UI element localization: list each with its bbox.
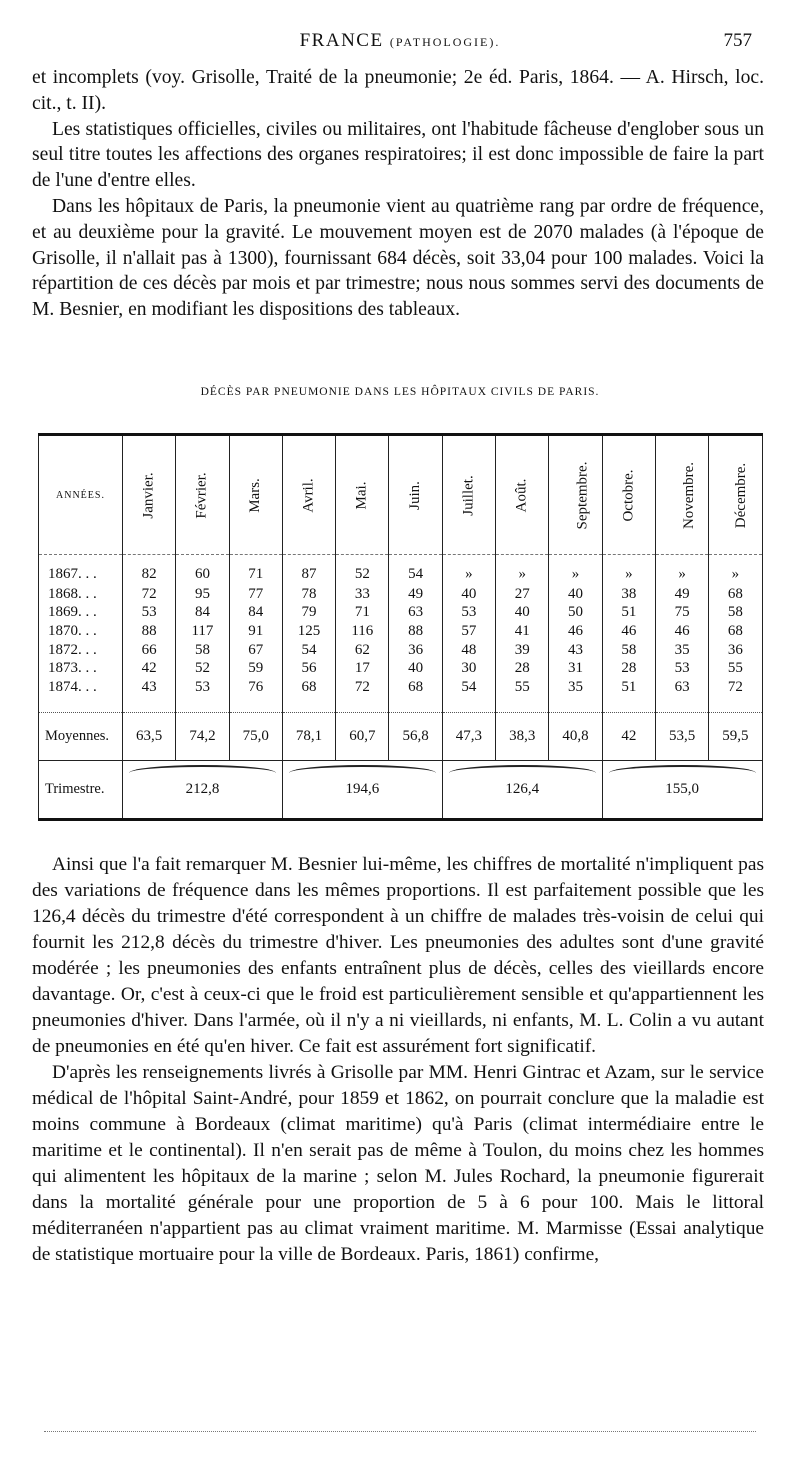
value-cell: 49 — [655, 585, 708, 604]
year-cell: 1870. . . — [39, 622, 123, 641]
spacer-cell — [336, 697, 389, 713]
value-cell: 31 — [549, 659, 602, 678]
month-header — [336, 435, 389, 555]
value-cell: 30 — [442, 659, 495, 678]
value-cell: 28 — [496, 659, 549, 678]
value-cell: 53 — [655, 659, 708, 678]
month-header — [123, 435, 176, 555]
average-cell: 42 — [602, 713, 655, 760]
value-cell: 53 — [442, 603, 495, 622]
value-cell: 60 — [176, 555, 229, 585]
value-cell: 62 — [336, 641, 389, 660]
spacer-cell — [655, 697, 708, 713]
average-cell: 47,3 — [442, 713, 495, 760]
value-cell: 66 — [123, 641, 176, 660]
value-cell: 48 — [442, 641, 495, 660]
brace — [289, 765, 436, 773]
month-header — [549, 435, 602, 555]
trimester-value: 126,4 — [505, 780, 540, 797]
value-cell: 91 — [229, 622, 282, 641]
value-cell: 39 — [496, 641, 549, 660]
month-label: Décembre. — [733, 462, 750, 528]
year-column-header: ANNÉES. — [39, 435, 123, 555]
brace — [129, 765, 276, 773]
value-cell: 42 — [123, 659, 176, 678]
value-cell: 72 — [123, 585, 176, 604]
spacer-cell — [549, 697, 602, 713]
value-cell: 36 — [709, 641, 762, 660]
value-cell: 125 — [282, 622, 335, 641]
month-label: Octobre. — [620, 468, 637, 522]
month-label: Juillet. — [460, 474, 477, 516]
value-cell: » — [549, 555, 602, 585]
paragraph-grisolle: D'après les renseignements livrés à Grisolle par MM. Henri Gintrac et Azam, sur le service médical de l'hôpital Saint-André, pour 1859 et 1862, on pourrait conclure que la maladie est moins commune à Bordeaux (climat maritime) qu'à Paris (climat intermédiaire entre le maritime et le continental). Il n'en serait pas de même à Toulon, du moins chez les hommes qui alimentent les hôpitaux de la marine ; selon M. Jules Rochard, la pneumonie figurerait dans la mortalité générale pour une proportion de 5 à 6 pour 100. Mais le littoral méditerranéen n'appartient pas au climat vraiment maritime. M. Marmisse (Essai analytique de statistique mortuaire pour la ville de Bordeaux. Paris, 1861) confirme, — [32, 1062, 764, 1265]
averages-label: Moyennes. — [39, 713, 123, 760]
spacer-cell — [602, 697, 655, 713]
trimester-label: Trimestre. — [39, 760, 123, 819]
value-cell: 57 — [442, 622, 495, 641]
spacer-cell — [389, 697, 442, 713]
month-header — [602, 435, 655, 555]
year-cell: 1873. . . — [39, 659, 123, 678]
year-cell: 1874. . . — [39, 678, 123, 697]
average-cell: 56,8 — [389, 713, 442, 760]
value-cell: 88 — [389, 622, 442, 641]
spacer-row — [39, 697, 763, 713]
trimester-cell — [602, 760, 762, 819]
value-cell: 71 — [336, 603, 389, 622]
month-header — [655, 435, 708, 555]
month-label: Novembre. — [681, 461, 697, 529]
trimester-value: 194,6 — [345, 780, 380, 797]
table-header-row — [39, 435, 763, 555]
value-cell: 27 — [496, 585, 549, 604]
trimester-cell — [282, 760, 442, 819]
value-cell: 84 — [176, 603, 229, 622]
spacer-cell — [123, 697, 176, 713]
month-label: Janvier. — [140, 471, 157, 519]
value-cell: 67 — [229, 641, 282, 660]
value-cell: 56 — [282, 659, 335, 678]
paragraph-besnier: Ainsi que l'a fait remarquer M. Besnier lui-même, les chiffres de mortalité n'impliquent pas des variations de fréquence dans les mêmes proportions. Il est parfaitement possible que les 126,4 décès du trimestre d'été correspondent à un chiffre de malades très-voisin de celui qui fournit les 212,8 décès du trimestre d'hiver. Les pneumonies des adultes sont d'une gravité modérée ; les pneumonies des enfants entraînent plus de décès, celles des vieillards encore davantage. Or, c'est à ceux-ci que le froid est particulièrement sensible et qu'appartiennent les pneumonies d'hiver. Dans l'armée, où il n'y a ni vieillards, ni enfants, M. L. Colin a vu autant de pneumonies en été qu'en hiver. Ce fait est assurément fort significatif. — [32, 854, 764, 1057]
value-cell: 52 — [336, 555, 389, 585]
value-cell: 72 — [709, 678, 762, 697]
month-label: Septembre. — [574, 461, 591, 529]
month-label: Août. — [513, 478, 530, 512]
average-cell: 53,5 — [655, 713, 708, 760]
value-cell: 46 — [655, 622, 708, 641]
spacer-cell — [229, 697, 282, 713]
month-header — [282, 435, 335, 555]
value-cell: 58 — [176, 641, 229, 660]
value-cell: 46 — [602, 622, 655, 641]
value-cell: 43 — [549, 641, 602, 660]
value-cell: 52 — [176, 659, 229, 678]
year-row — [39, 641, 763, 660]
value-cell: 40 — [442, 585, 495, 604]
paragraph-paris-hospitals: Dans les hôpitaux de Paris, la pneumonie vient au quatrième rang par ordre de fréquence, et au deuxième pour la gravité. Le mouvement moyen est de 2070 malades (à l'époque de Grisolle, il n'allait pas à 1300), fournissant 684 décès, soit 33,04 pour 100 malades. Voici la répartition de ces décès par mois et par trimestre; nous nous sommes servi des documents de M. Besnier, en modifiant les dispositions des tableaux. — [32, 195, 764, 321]
value-cell: 116 — [336, 622, 389, 641]
table-body — [39, 555, 763, 820]
value-cell: 38 — [602, 585, 655, 604]
running-head-title — [0, 30, 800, 52]
value-cell: 49 — [389, 585, 442, 604]
value-cell: 72 — [336, 678, 389, 697]
year-cell: 1869. . . — [39, 603, 123, 622]
average-cell: 38,3 — [496, 713, 549, 760]
table-caption: DÉCÈS PAR PNEUMONIE DANS LES HÔPITAUX CIVILS DE PARIS. — [200, 386, 600, 398]
bottom-text — [32, 852, 764, 1268]
value-cell: 75 — [655, 603, 708, 622]
value-cell: 53 — [176, 678, 229, 697]
spacer-cell — [39, 697, 123, 713]
value-cell: 82 — [123, 555, 176, 585]
value-cell: » — [442, 555, 495, 585]
average-cell: 40,8 — [549, 713, 602, 760]
running-head — [0, 30, 800, 54]
value-cell: 79 — [282, 603, 335, 622]
value-cell: 41 — [496, 622, 549, 641]
value-cell: 40 — [389, 659, 442, 678]
year-cell: 1868. . . — [39, 585, 123, 604]
year-row — [39, 678, 763, 697]
average-cell: 75,0 — [229, 713, 282, 760]
value-cell: 28 — [602, 659, 655, 678]
value-cell: 63 — [389, 603, 442, 622]
month-header — [442, 435, 495, 555]
trimester-value: 212,8 — [185, 780, 220, 797]
value-cell: 40 — [549, 585, 602, 604]
value-cell: 59 — [229, 659, 282, 678]
spacer-cell — [496, 697, 549, 713]
average-cell: 59,5 — [709, 713, 762, 760]
year-row — [39, 659, 763, 678]
spacer-cell — [442, 697, 495, 713]
value-cell: 71 — [229, 555, 282, 585]
month-header — [496, 435, 549, 555]
value-cell: » — [602, 555, 655, 585]
spacer-cell — [282, 697, 335, 713]
month-header — [389, 435, 442, 555]
month-label: Avril. — [300, 477, 317, 513]
trimester-cell — [442, 760, 602, 819]
value-cell: 88 — [123, 622, 176, 641]
value-cell: 68 — [282, 678, 335, 697]
value-cell: 55 — [709, 659, 762, 678]
value-cell: 53 — [123, 603, 176, 622]
value-cell: 36 — [389, 641, 442, 660]
value-cell: 68 — [709, 622, 762, 641]
averages-row — [39, 713, 763, 760]
value-cell: 84 — [229, 603, 282, 622]
value-cell: 58 — [602, 641, 655, 660]
value-cell: 51 — [602, 603, 655, 622]
spacer-cell — [709, 697, 762, 713]
year-row — [39, 603, 763, 622]
month-label: Février. — [193, 471, 210, 519]
month-header — [229, 435, 282, 555]
value-cell: 40 — [496, 603, 549, 622]
value-cell: » — [496, 555, 549, 585]
value-cell: 117 — [176, 622, 229, 641]
value-cell: 54 — [442, 678, 495, 697]
month-label: Juin. — [407, 480, 424, 510]
value-cell: 78 — [282, 585, 335, 604]
value-cell: 54 — [282, 641, 335, 660]
value-cell: 17 — [336, 659, 389, 678]
running-head-country: FRANCE — [299, 30, 384, 51]
value-cell: 87 — [282, 555, 335, 585]
year-row — [39, 585, 763, 604]
deaths-table — [38, 433, 763, 821]
trimester-cell — [123, 760, 283, 819]
value-cell: 43 — [123, 678, 176, 697]
value-cell: 95 — [176, 585, 229, 604]
value-cell: 68 — [709, 585, 762, 604]
value-cell: 51 — [602, 678, 655, 697]
value-cell: » — [709, 555, 762, 585]
paragraph-statistics: Les statistiques officielles, civiles ou militaires, ont l'habitude fâcheuse d'englober sous un seul titre toutes les affections des organes respiratoires; il est donc impossible de faire la part de l'une d'entre elles. — [32, 118, 764, 192]
year-cell: 1867. . . — [39, 555, 123, 585]
year-cell: 1872. . . — [39, 641, 123, 660]
top-text — [32, 65, 764, 323]
average-cell: 74,2 — [176, 713, 229, 760]
year-row — [39, 622, 763, 641]
brace — [609, 765, 756, 773]
value-cell: 54 — [389, 555, 442, 585]
value-cell: 46 — [549, 622, 602, 641]
spacer-cell — [176, 697, 229, 713]
trimester-row — [39, 760, 763, 819]
average-cell: 78,1 — [282, 713, 335, 760]
page-number: 757 — [723, 30, 752, 51]
brace — [449, 765, 596, 773]
value-cell: 63 — [655, 678, 708, 697]
month-header — [709, 435, 762, 555]
month-header — [176, 435, 229, 555]
average-cell: 63,5 — [123, 713, 176, 760]
footer-divider — [44, 1431, 756, 1432]
value-cell: 33 — [336, 585, 389, 604]
value-cell: 68 — [389, 678, 442, 697]
year-row — [39, 555, 763, 585]
value-cell: 50 — [549, 603, 602, 622]
month-label: Mai. — [353, 481, 370, 509]
trimester-value: 155,0 — [665, 780, 699, 797]
value-cell: 35 — [549, 678, 602, 697]
value-cell: 55 — [496, 678, 549, 697]
value-cell: 58 — [709, 603, 762, 622]
value-cell: 35 — [655, 641, 708, 660]
value-cell: 76 — [229, 678, 282, 697]
average-cell: 60,7 — [336, 713, 389, 760]
paragraph-continued: et incomplets (voy. Grisolle, Traité de la pneumonie; 2e éd. Paris, 1864. — A. Hirsch, loc. cit., t. II). — [32, 67, 764, 114]
month-label: Mars. — [247, 477, 264, 513]
value-cell: » — [655, 555, 708, 585]
running-head-subtitle: (PATHOLOGIE). — [389, 35, 501, 49]
value-cell: 77 — [229, 585, 282, 604]
